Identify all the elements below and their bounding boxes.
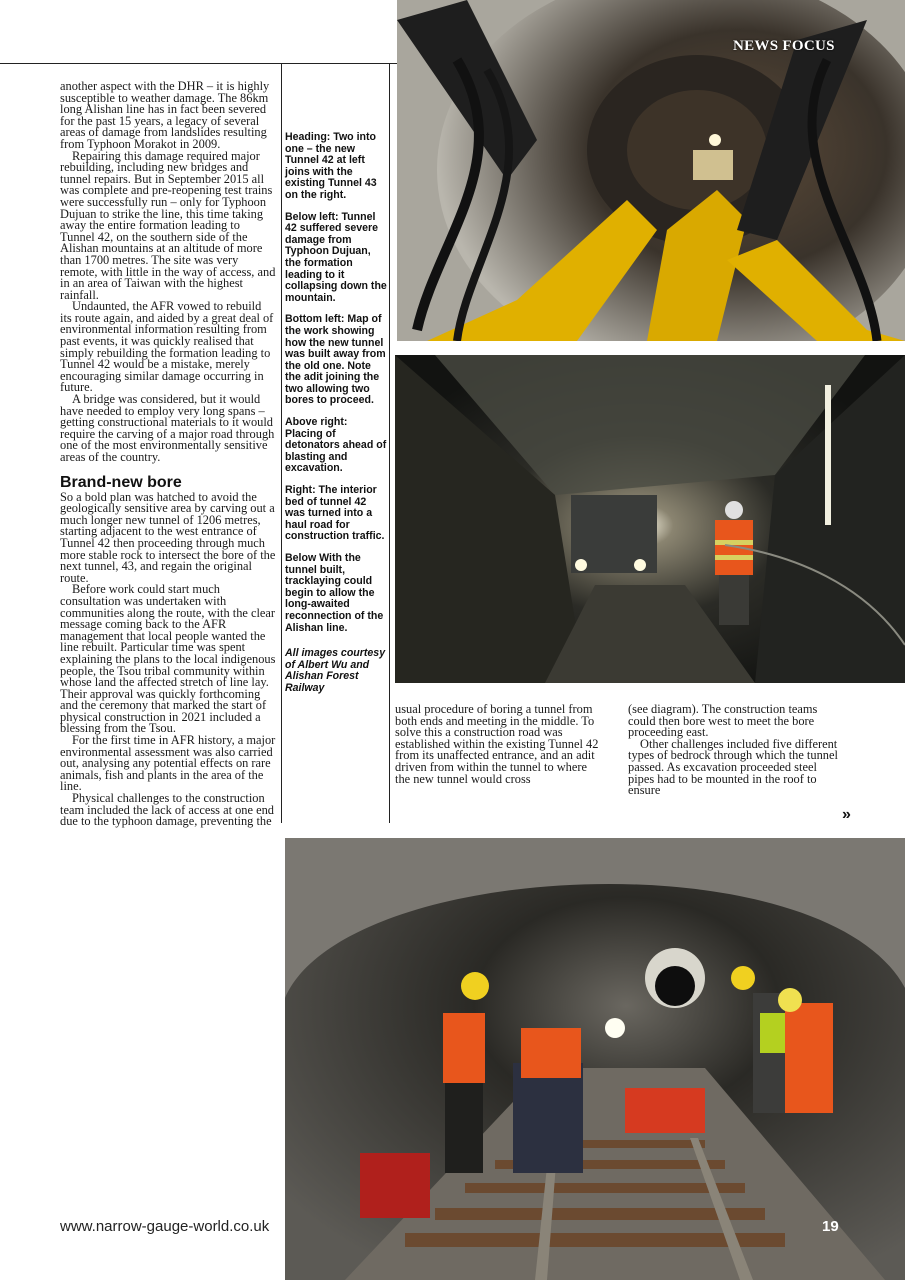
body-paragraph: usual procedure of boring a tunnel from both ends and meeting in the middle. To solve this a construction road was established within the existing Tunnel 42 from its unaffected entrance, and an adit driven from within the tunnel to where the new tunnel would cross (395, 702, 599, 786)
photo-haul-road (395, 355, 905, 683)
body-paragraph: (see diagram). The construction teams could then bore west to meet the bore proceeding east. (628, 702, 818, 740)
captions-column (285, 132, 387, 705)
photo-tracklaying (285, 838, 905, 1280)
photo-credit: All images courtesy of Albert Wu and Alishan Forest Railway (285, 647, 386, 694)
section-label: NEWS FOCUS (733, 38, 835, 54)
body-paragraph: Before work could start much consultation was undertaken with communities along the route, with the clear message coming back to the AFR management that local people wanted the line rebuilt. Particular time was spent explaining the plans to the local indigenous people, the Tsou tribal community within whose land the affected stretch of line lay. Their approval was quickly forthcoming and the ceremony that marked the start of physical construction in 2021 included a blessing from the Tsou. (60, 582, 276, 736)
body-paragraph: Other challenges included five different types of bedrock through which the tunnel passed. As excavation proceeded steel pipes had to be mounted in the roof to ensure (628, 736, 838, 798)
caption-rule-right (389, 63, 390, 823)
body-column-2 (395, 704, 600, 785)
body-paragraph: Undaunted, the AFR vowed to rebuild its route again, and aided by a great deal of environmental information resulting from past events, it was quickly realised that simply rebuilding the formation leading to Tunnel 42 would be a mistake, merely encouraging similar damage occurring in future. (60, 299, 274, 395)
body-column-1 (60, 81, 276, 828)
caption-bottom-left: Bottom left: Map of the work showing how the new tunnel was built away from the old one. Note the adit joining the two allowing two bores to proceed. (285, 313, 386, 407)
caption-above-right: Above right: Placing of detonators ahead of blasting and excavation. (285, 416, 387, 475)
body-paragraph: So a bold plan was hatched to avoid the geologically sensitive area by carving out a much longer new tunnel of 1206 metres, starting adjacent to the west entrance of Tunnel 42 then proceeding through much more stable rock to intersect the bore of the next tunnel, 43, and regain the original route. (60, 489, 276, 585)
body-column-3 (628, 704, 838, 797)
body-paragraph: For the first time in AFR history, a major environmental assessment was also carried out, analysing any potential effects on rare animals, fish and plants in the area of the line. (60, 733, 276, 794)
subheading: Brand-new bore (60, 473, 182, 491)
body-paragraph: another aspect with the DHR – it is highly susceptible to weather damage. The 86km long Alishan line has in fact been severed for the past 15 years, a legacy of several areas of damage from landslides resulting from Typhoon Morakot in 2009. (60, 79, 270, 151)
body-paragraph: Physical challenges to the construction team included the lack of access at one end due to the typhoon damage, preventing the (60, 791, 274, 829)
body-paragraph: Repairing this damage required major rebuilding, including new bridges and tunnel repairs. But in September 2015 all was complete and pre-reopening test trains were successfully run – only for Typhoon Dujuan to strike the line, this time taking away the entire formation leading to Tunnel 42, on the southern side of the Alishan mountains at an altitude of more than 1700 metres. The site was very remote, with little in the way of access, and in an area of Taiwan with the highest rainfall. (60, 148, 276, 302)
caption-heading: Heading: Two into one – the new Tunnel 42 at left joins with the existing Tunnel 43 on the right. (285, 131, 377, 201)
caption-rule-left (281, 63, 282, 823)
footer-url: www.narrow-gauge-world.co.uk (60, 1218, 270, 1235)
top-rule (0, 63, 397, 64)
page-number: 19 (822, 1218, 839, 1235)
caption-right: Right: The interior bed of tunnel 42 was turned into a haul road for construction traffic. (285, 484, 385, 543)
body-paragraph: A bridge was considered, but it would have needed to employ very long spans – getting constructional materials to it would require the carving of a major road through one of the most environmentally sensitive areas of the country. (60, 392, 275, 464)
caption-below-left: Below left: Tunnel 42 suffered severe damage from Typhoon Dujuan, the formation leading to it collapsing down the mountain. (285, 210, 387, 304)
caption-below: Below With the tunnel built, tracklaying could begin to allow the long-awaited reconnection of the Alishan line. (285, 552, 384, 634)
continue-mark: » (842, 806, 851, 823)
